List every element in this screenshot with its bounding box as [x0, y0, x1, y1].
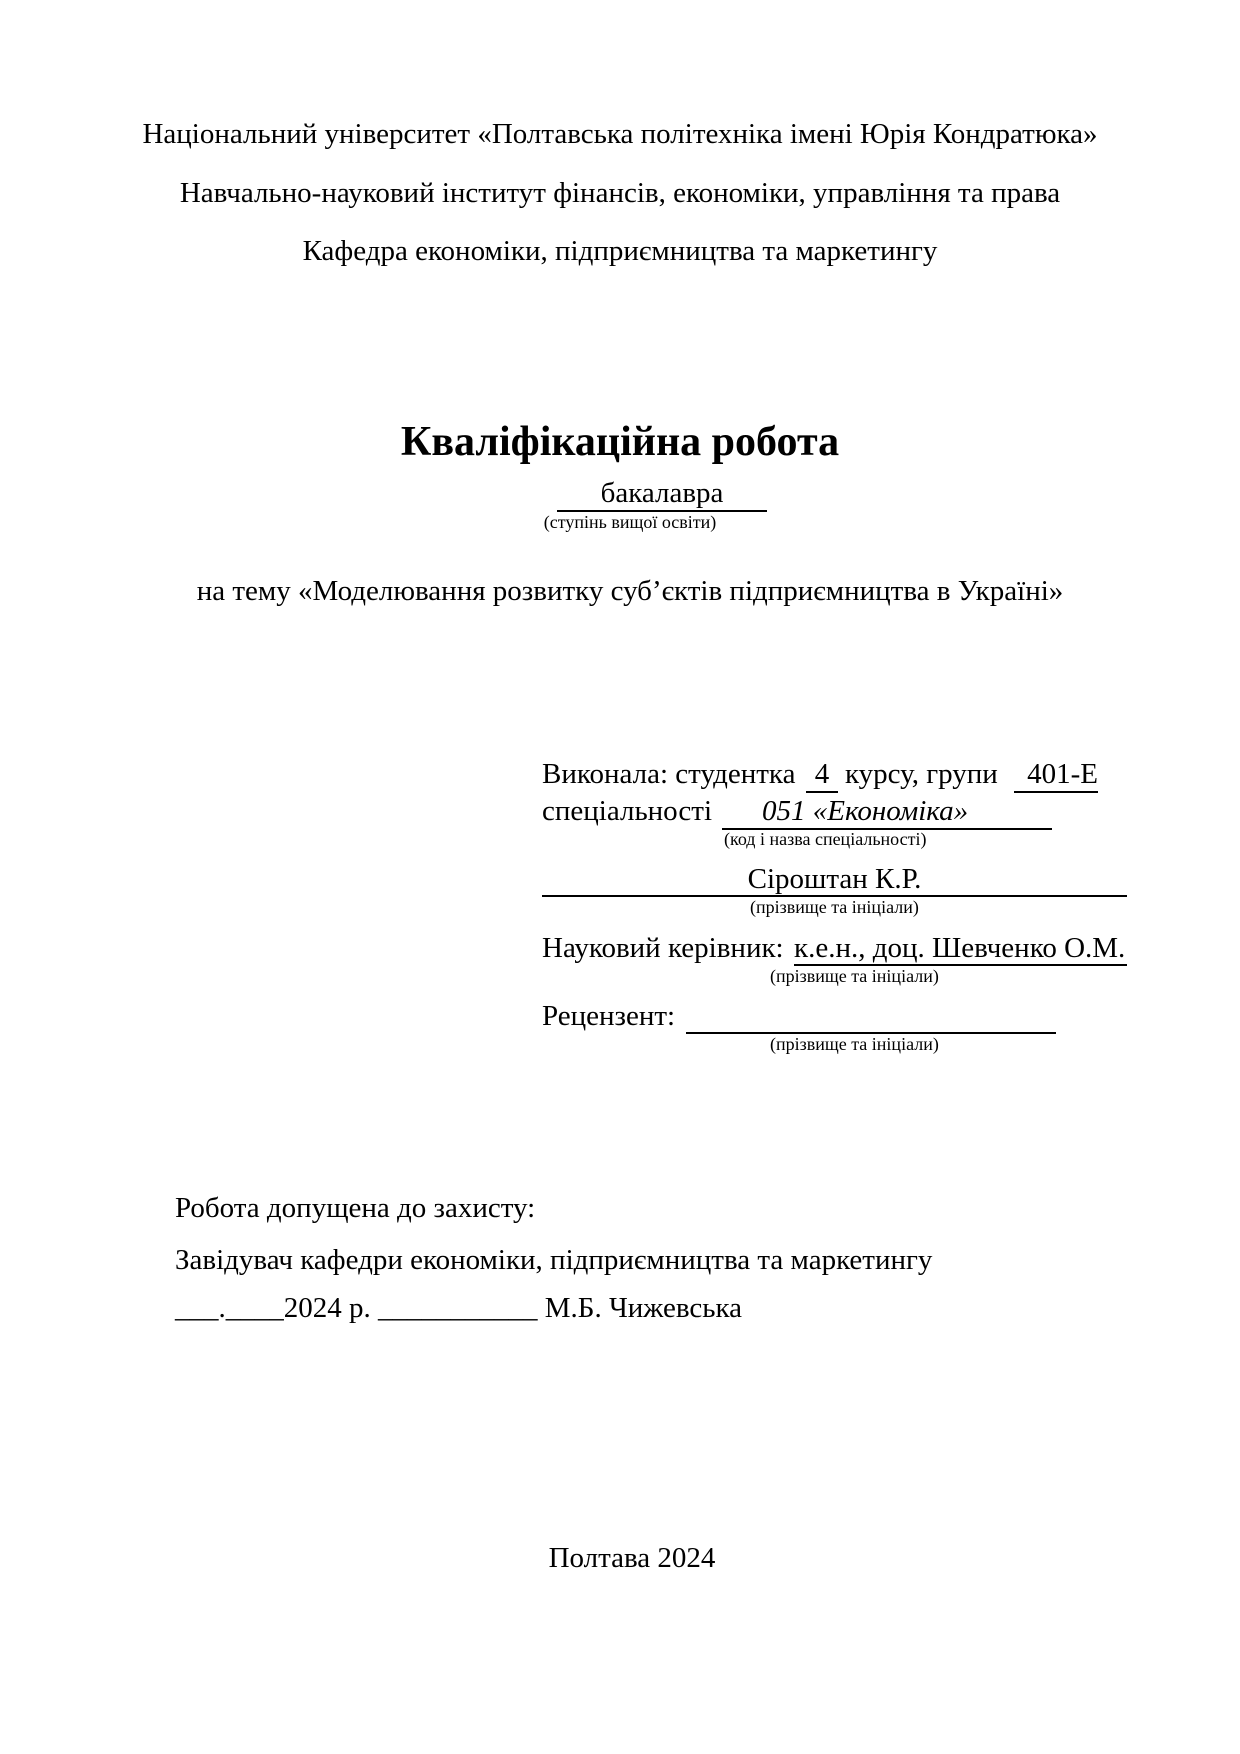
department-name: Кафедра економіки, підприємництва та маркетингу: [302, 235, 938, 267]
reviewer-caption: (прізвище та ініціали): [770, 1034, 939, 1054]
document-title: Кваліфікаційна робота: [400, 419, 840, 465]
course-label: курсу, групи: [845, 758, 998, 790]
topic: на тему «Моделювання розвитку суб’єктів підприємництва в Україні»: [196, 575, 1064, 607]
performed-label: Виконала: студентка: [542, 758, 796, 790]
university-name: Національний університет «Полтавська політехніка імені Юрія Кондратюка»: [142, 118, 1098, 150]
admission-line: Робота допущена до захисту:: [175, 1192, 536, 1224]
admission-date-signature: ___.____2024 р. ___________ М.Б. Чижевська: [175, 1292, 742, 1324]
supervisor-name: к.е.н., доц. Шевченко О.М.: [794, 932, 1126, 964]
group-underline: [1014, 791, 1098, 793]
degree-value: бакалавра: [600, 477, 724, 509]
course-underline: [806, 791, 838, 793]
city-year: Полтава 2024: [548, 1542, 716, 1574]
specialty-caption: (код і назва спеціальності): [724, 829, 927, 849]
head-of-department-line: Завідувач кафедри економіки, підприємництва та маркетингу: [175, 1244, 933, 1276]
degree-caption: (ступінь вищої освіти): [543, 512, 717, 532]
specialty-value: 051 «Економіка»: [762, 795, 969, 827]
reviewer-label: Рецензент:: [542, 1000, 676, 1032]
institute-name: Навчально-науковий інститут фінансів, економіки, управління та права: [179, 177, 1061, 209]
supervisor-caption: (прізвище та ініціали): [770, 966, 939, 986]
supervisor-label: Науковий керівник:: [542, 932, 784, 964]
specialty-label: спеціальності: [542, 795, 713, 827]
course-value: 4: [814, 758, 830, 790]
author-name-caption: (прізвище та ініціали): [750, 897, 919, 917]
group-value: 401-Е: [1027, 758, 1098, 790]
author-name: Сіроштан К.Р.: [747, 863, 922, 895]
